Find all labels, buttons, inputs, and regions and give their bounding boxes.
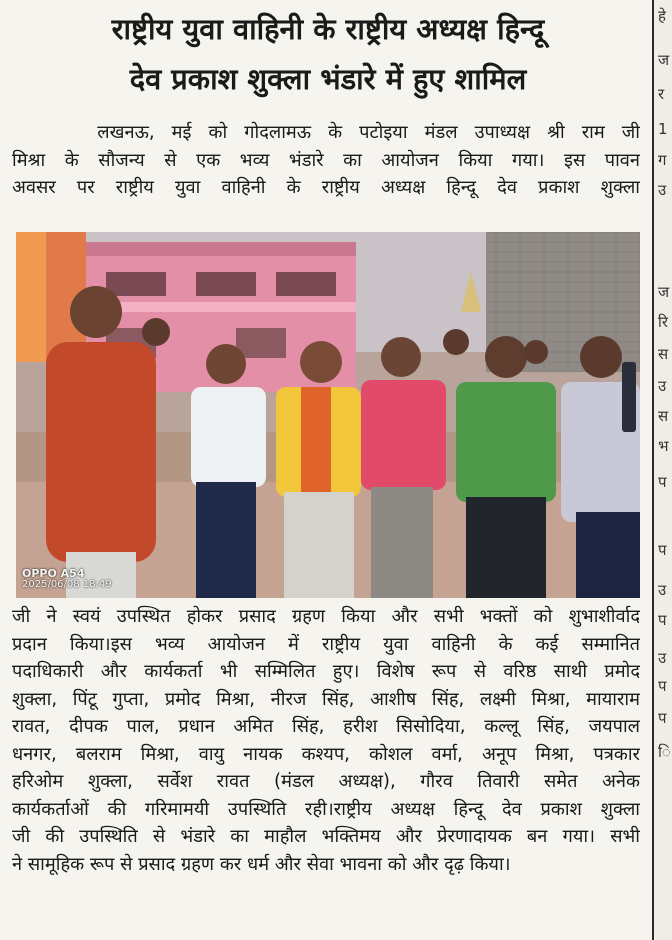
headline-line-1: राष्ट्रीय युवा वाहिनी के राष्ट्रीय अध्यक्ष हिन्दू — [111, 12, 545, 46]
adjacent-column-edge — [655, 0, 672, 940]
edge-glyph: उ — [658, 581, 667, 599]
intro-line: मिश्रा के सौजन्य से एक भव्य भंडारे का आयोजन किया गया। इस पावन — [12, 149, 640, 171]
body-line: जी की उपस्थिति से भंडारे का माहौल भक्तिमय और प्रेरणादायक बन गया। सभी — [12, 826, 640, 847]
edge-glyph: हे — [658, 7, 666, 25]
edge-glyph: रि — [658, 313, 669, 331]
headline — [10, 4, 646, 104]
edge-glyph: प — [658, 611, 667, 629]
camera-model: OPPO A54 — [22, 567, 85, 580]
edge-glyph: ज — [658, 51, 670, 69]
body-line: पदाधिकारी और कार्यकर्ता भी सम्मिलित हुए। विशेष रूप से वरिष्ठ साथी प्रमोद — [12, 661, 640, 682]
edge-glyph: स — [658, 407, 669, 425]
intro-paragraph — [12, 119, 640, 202]
edge-glyph: प — [658, 709, 667, 727]
edge-glyph: प — [658, 677, 667, 695]
body-paragraph — [12, 603, 640, 878]
edge-glyph: उ — [658, 649, 667, 667]
photo-timestamp — [22, 568, 112, 590]
edge-glyph: भ — [658, 437, 669, 455]
edge-glyph: उ — [658, 181, 667, 199]
edge-glyph: र — [658, 85, 665, 103]
body-line: ने सामूहिक रूप से प्रसाद ग्रहण कर धर्म और सेवा भावना को और दृढ़ किया। — [12, 853, 511, 875]
edge-glyph: स — [658, 345, 669, 363]
intro-line: अवसर पर राष्ट्रीय युवा वाहिनी के राष्ट्रीय अध्यक्ष हिन्दू देव प्रकाश शुक्ला — [12, 177, 640, 198]
edge-glyph: ज — [658, 283, 670, 301]
event-photo-illustration — [16, 232, 640, 598]
body-line: रावत, दीपक पाल, प्रधान अमित सिंह, हरीश सिसोदिया, कल्लू सिंह, जयपाल — [12, 716, 640, 737]
body-line: प्रदान किया।इस भव्य आयोजन में राष्ट्रीय युवा वाहिनी के कई सम्मानित — [12, 633, 640, 655]
edge-glyph: ग — [658, 151, 667, 169]
body-line: हरिओम शुक्ला, सर्वेश रावत (मंडल अध्यक्ष), गौरव तिवारी समेत अनेक — [12, 771, 640, 792]
edge-glyph: प — [658, 473, 667, 491]
body-line: शुक्ला, पिंटू गुप्ता, प्रमोद मिश्रा, नीरज सिंह, आशीष सिंह, लक्ष्मी मिश्रा, मायाराम — [12, 688, 640, 710]
headline-line-2: देव प्रकाश शुक्ला भंडारे में हुए शामिल — [129, 62, 527, 96]
body-line: कार्यकर्ताओं की गरिमामयी उपस्थिति रही।राष्ट्रीय अध्यक्ष हिन्दू देव प्रकाश शुक्ला — [12, 798, 640, 820]
edge-glyph: उ — [658, 377, 667, 395]
event-photo — [16, 232, 640, 598]
edge-glyph: ि — [658, 743, 671, 761]
photo-datetime: 2025/06/08 18:49 — [22, 579, 112, 590]
intro-line: लखनऊ, मई को गोदलामऊ के पटोइया मंडल उपाध्यक्ष श्री राम जी — [12, 122, 640, 143]
body-line: धनगर, बलराम मिश्रा, वायु नायक कश्यप, कोशल वर्मा, अनूप मिश्रा, पत्रकार — [12, 743, 640, 765]
edge-glyph: 1 — [658, 120, 668, 138]
body-line: जी ने स्वयं उपस्थित होकर प्रसाद ग्रहण किया और सभी भक्तों को शुभाशीर्वाद — [12, 606, 640, 627]
edge-glyph: प — [658, 541, 667, 559]
